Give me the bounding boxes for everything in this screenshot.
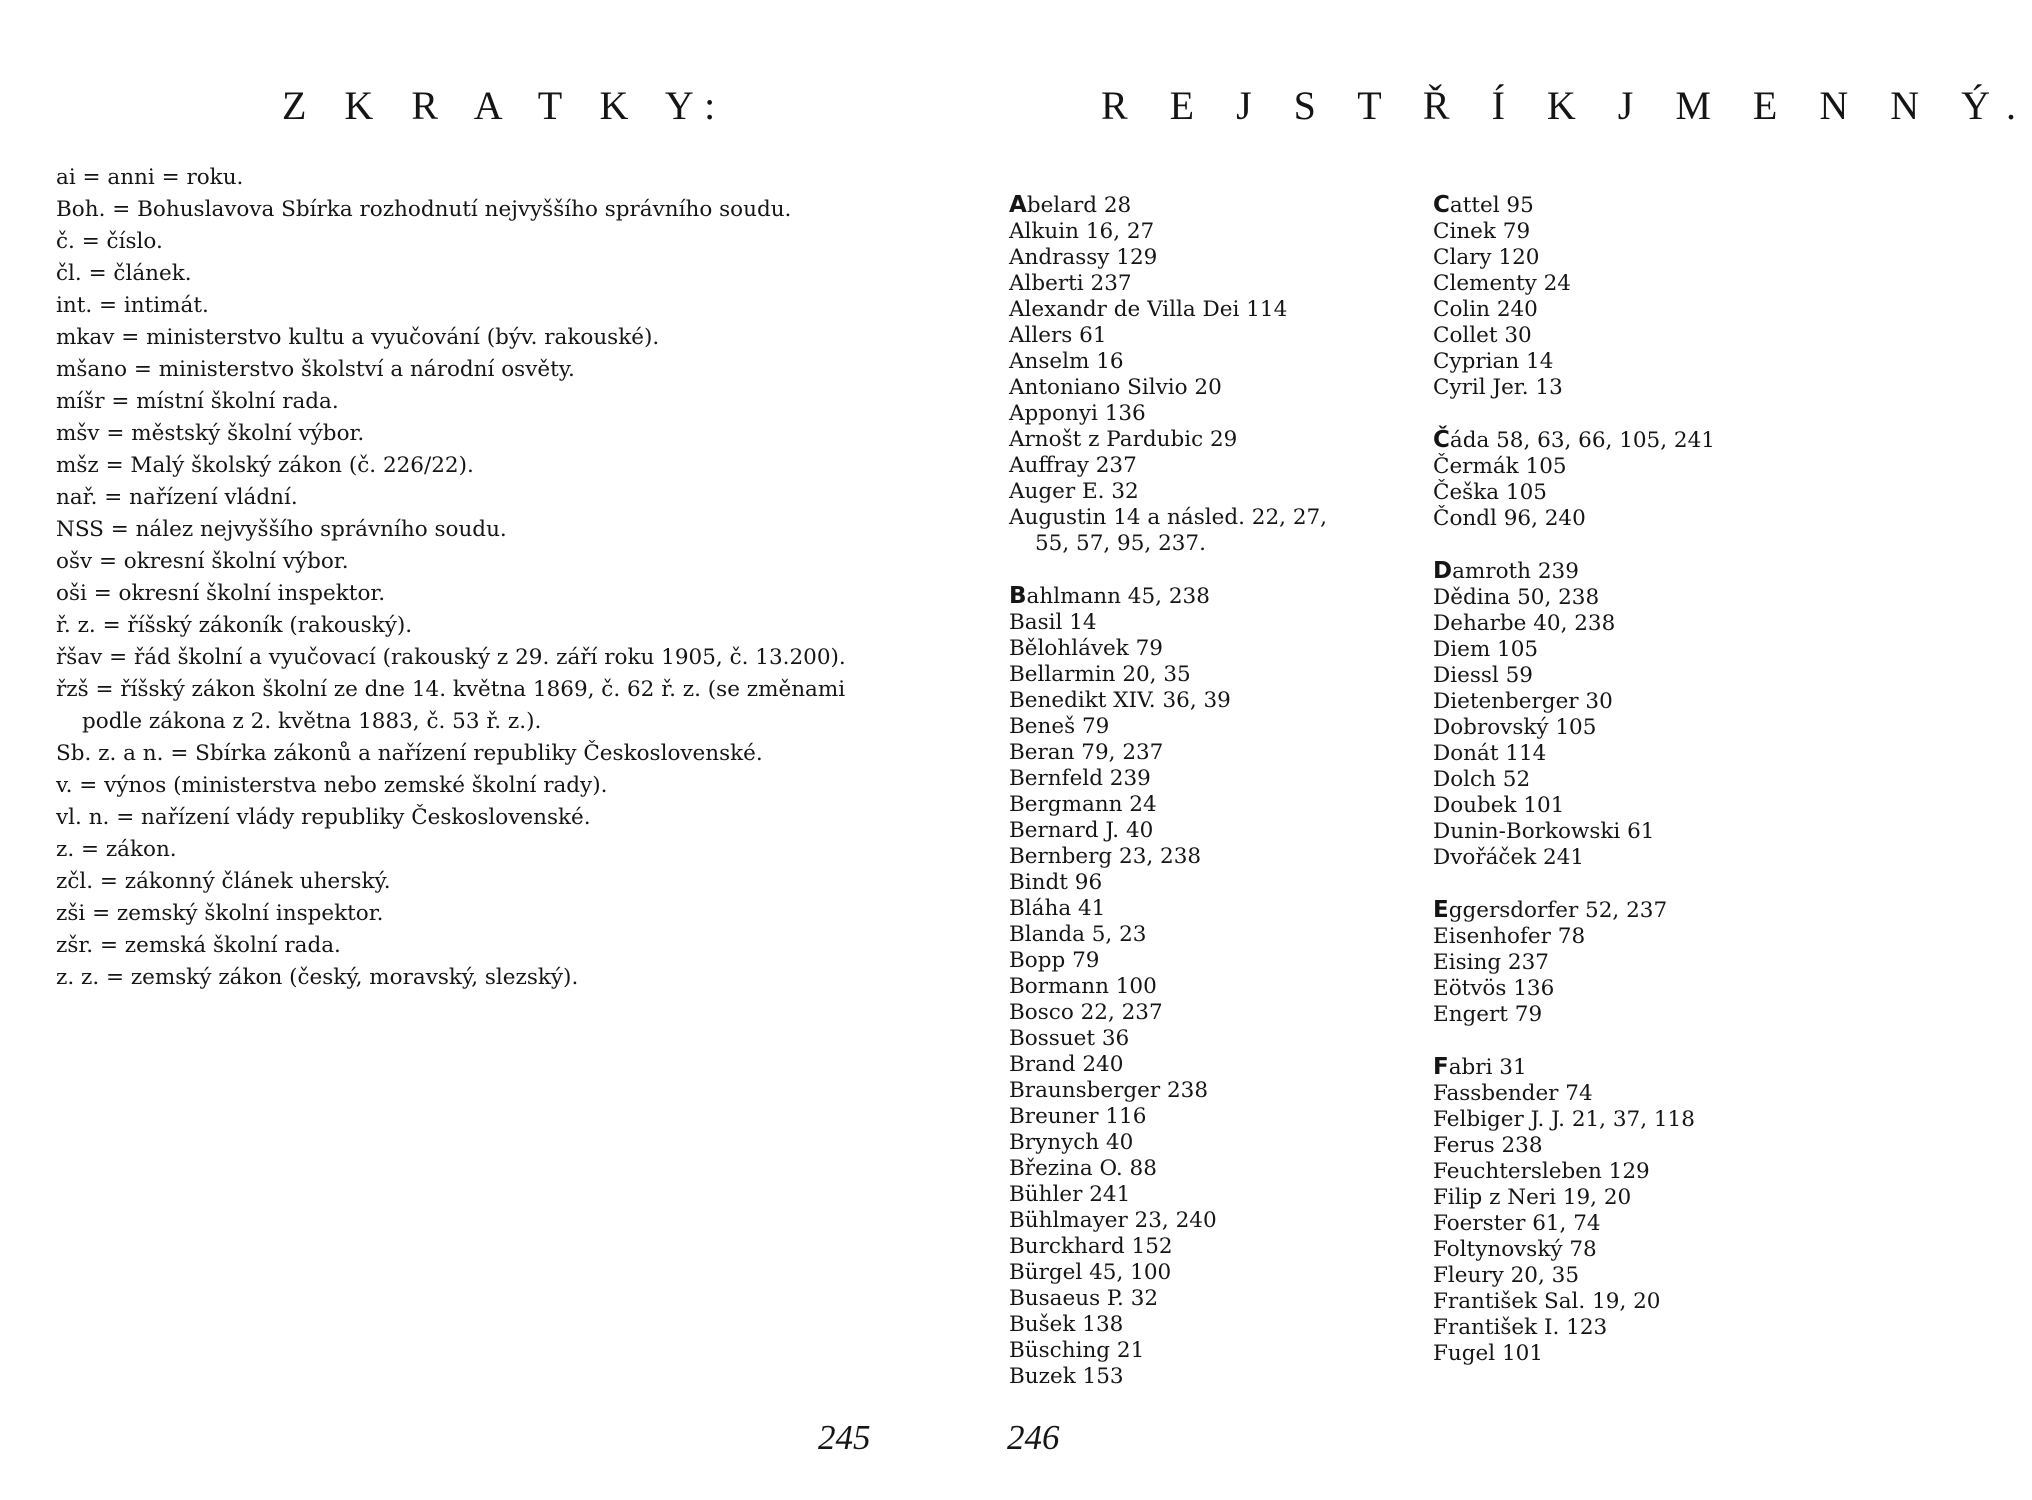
index-entry [1009, 1130, 1339, 1156]
index-entry [1433, 585, 1803, 611]
abbreviation-entry: řšav = řád školní a vyučovací (rakouský z 29. září roku 1905, č. 13.200). [56, 645, 846, 670]
index-entry [1433, 271, 1803, 297]
index-entry [1433, 192, 1803, 219]
index-entry [1433, 1289, 1803, 1315]
index-entry-text: Češka 105 [1433, 480, 1547, 505]
abbreviation-entry: Sb. z. a n. = Sbírka zákonů a nařízení republiky Československé. [56, 741, 763, 766]
page-number: 245 [818, 1418, 871, 1457]
index-entry-text: Beneš 79 [1009, 714, 1110, 739]
index-entry [1009, 636, 1339, 662]
index-entry-text: Donát 114 [1433, 741, 1547, 766]
index-entry [1009, 479, 1339, 505]
index-entry-text: Dobrovský 105 [1433, 715, 1597, 740]
index-entry-text: Bellarmin 20, 35 [1009, 662, 1191, 687]
index-entry-text: Felbiger J. J. 21, 37, 118 [1433, 1107, 1695, 1132]
index-initial-letter: Č [1433, 427, 1450, 453]
index-entry [1433, 689, 1803, 715]
index-entry-text: Doubek 101 [1433, 793, 1565, 818]
index-entry [1433, 1107, 1803, 1133]
abbreviation-entry: zši = zemský školní inspektor. [56, 901, 384, 926]
index-entry [1433, 219, 1803, 245]
index-entry [1009, 1026, 1339, 1052]
index-column-2 [1433, 192, 1803, 1393]
index-entry-text: Feuchtersleben 129 [1433, 1159, 1650, 1184]
index-entry-text: áda 58, 63, 66, 105, 241 [1449, 428, 1715, 453]
abbreviation-entry: ošv = okresní školní výbor. [56, 549, 349, 574]
index-entry-text: Ferus 238 [1433, 1133, 1543, 1158]
index-entry [1009, 662, 1339, 688]
abbreviation-entry: čl. = článek. [56, 261, 192, 286]
index-entry [1433, 297, 1803, 323]
index-entry [1433, 819, 1803, 845]
abbreviation-entry: int. = intimát. [56, 293, 209, 318]
index-entry-text: Clary 120 [1433, 245, 1540, 270]
index-entry-text: Benedikt XIV. 36, 39 [1009, 688, 1231, 713]
index-entry [1009, 219, 1339, 245]
abbreviation-entry: č. = číslo. [56, 229, 163, 254]
index-entry [1433, 767, 1803, 793]
index-initial-letter: C [1433, 192, 1450, 218]
index-entry-text: Busaeus P. 32 [1009, 1286, 1159, 1311]
letter-group [1433, 427, 1803, 532]
index-initial-letter: D [1433, 558, 1453, 584]
index-entry [1009, 974, 1339, 1000]
index-initial-letter: F [1433, 1054, 1449, 1080]
index-entry-text: amroth 239 [1452, 559, 1579, 584]
index-entry-text: Bláha 41 [1009, 896, 1106, 921]
index-entry-text: Bergmann 24 [1009, 792, 1157, 817]
index-entry-text: Dvořáček 241 [1433, 845, 1585, 870]
index-entry [1009, 1260, 1339, 1286]
index-entry-text: Auger E. 32 [1009, 479, 1139, 504]
left-page [0, 0, 915, 1500]
index-entry [1009, 453, 1339, 479]
index-entry-text: attel 95 [1449, 193, 1534, 218]
index-entry-text: Fassbender 74 [1433, 1081, 1593, 1106]
index-entry [1433, 950, 1803, 976]
index-entry [1009, 610, 1339, 636]
index-entry [1009, 323, 1339, 349]
index-entry [1009, 948, 1339, 974]
abbreviation-entry: mšano = ministerstvo školství a národní osvěty. [56, 357, 575, 382]
index-entry [1009, 1364, 1339, 1390]
index-entry-text: Bernard J. 40 [1009, 818, 1154, 843]
index-entry [1009, 714, 1339, 740]
index-entry [1009, 1156, 1339, 1182]
index-entry-text: Diem 105 [1433, 637, 1539, 662]
index-entry-text: Bernfeld 239 [1009, 766, 1151, 791]
letter-group [1009, 192, 1339, 557]
letter-group [1433, 897, 1803, 1028]
index-entry-text: Clementy 24 [1433, 271, 1571, 296]
abbreviation-entry: mkav = ministerstvo kultu a vyučování (býv. rakouské). [56, 325, 660, 350]
index-entry [1009, 349, 1339, 375]
index-entry-text: Cyprian 14 [1433, 349, 1554, 374]
index-entry [1433, 1263, 1803, 1289]
index-entry-text: Braunsberger 238 [1009, 1078, 1209, 1103]
index-entry [1433, 1081, 1803, 1107]
index-entry-text: František I. 123 [1433, 1315, 1608, 1340]
index-entry-text: Augustin 14 a násled. 22, 27, 55, 57, 95, 237. [1009, 505, 1328, 556]
index-entry [1009, 1000, 1339, 1026]
index-entry [1009, 375, 1339, 401]
index-entry [1433, 375, 1803, 401]
letter-group [1433, 558, 1803, 871]
index-entry-text: Apponyi 136 [1009, 401, 1146, 426]
index-entry-text: Antoniano Silvio 20 [1009, 375, 1222, 400]
index-entry-text: Alberti 237 [1009, 271, 1132, 296]
index-entry-text: Engert 79 [1433, 1002, 1543, 1027]
page-number: 246 [1007, 1418, 1060, 1457]
index-entry-text: Burckhard 152 [1009, 1234, 1173, 1259]
index-entry-text: Dolch 52 [1433, 767, 1531, 792]
index-entry-text: Alexandr de Villa Dei 114 [1009, 297, 1288, 322]
index-entry-text: Bormann 100 [1009, 974, 1157, 999]
index-entry-text: Bühler 241 [1009, 1182, 1131, 1207]
index-entry [1009, 844, 1339, 870]
index-initial-letter: E [1433, 897, 1449, 923]
index-entry [1433, 480, 1803, 506]
index-entry-text: Eisenhofer 78 [1433, 924, 1586, 949]
index-entry [1433, 793, 1803, 819]
index-entry [1433, 1341, 1803, 1367]
index-entry-text: Dědina 50, 238 [1433, 585, 1600, 610]
index-entry [1009, 1208, 1339, 1234]
index-entry-text: Dietenberger 30 [1433, 689, 1613, 714]
index-entry-text: Fleury 20, 35 [1433, 1263, 1580, 1288]
index-entry [1433, 1237, 1803, 1263]
index-entry [1009, 505, 1339, 557]
abbreviation-entry: nař. = nařízení vládní. [56, 485, 298, 510]
index-entry-text: František Sal. 19, 20 [1433, 1289, 1661, 1314]
index-entry [1009, 766, 1339, 792]
index-entry-text: Bopp 79 [1009, 948, 1100, 973]
index-entry [1433, 741, 1803, 767]
index-entry [1433, 1185, 1803, 1211]
index-entry [1009, 740, 1339, 766]
abbreviation-entry: zšr. = zemská školní rada. [56, 933, 341, 958]
index-entry-text: Bělohlávek 79 [1009, 636, 1163, 661]
index-entry [1009, 245, 1339, 271]
index-entry-text: Bosco 22, 237 [1009, 1000, 1163, 1025]
index-entry [1009, 922, 1339, 948]
index-entry [1433, 897, 1803, 924]
index-entry [1433, 506, 1803, 532]
index-entry [1433, 349, 1803, 375]
index-entry [1009, 688, 1339, 714]
index-entry-text: Collet 30 [1433, 323, 1532, 348]
index-entry-text: Čondl 96, 240 [1433, 506, 1586, 531]
index-entry [1433, 637, 1803, 663]
index-entry-text: Foerster 61, 74 [1433, 1211, 1601, 1236]
abbreviation-entry: vl. n. = nařízení vlády republiky Československé. [56, 805, 591, 830]
index-entry [1009, 870, 1339, 896]
index-entry [1433, 1002, 1803, 1028]
index-entry-text: Dunin-Borkowski 61 [1433, 819, 1655, 844]
index-entry [1009, 1338, 1339, 1364]
index-entry [1433, 611, 1803, 637]
index-entry [1009, 1312, 1339, 1338]
index-entry [1433, 715, 1803, 741]
index-entry-text: Bürgel 45, 100 [1009, 1260, 1172, 1285]
index-entry-text: Beran 79, 237 [1009, 740, 1164, 765]
letter-group [1009, 583, 1339, 1390]
abbreviation-entry: ř. z. = říšský zákoník (rakouský). [56, 613, 413, 638]
index-entry [1009, 896, 1339, 922]
index-entry-text: abri 31 [1448, 1055, 1527, 1080]
index-entry-text: Colin 240 [1433, 297, 1538, 322]
index-entry-text: Foltynovský 78 [1433, 1237, 1597, 1262]
index-entry-text: Eötvös 136 [1433, 976, 1555, 1001]
abbreviation-entry: ai = anni = roku. [56, 165, 244, 190]
index-entry [1433, 1211, 1803, 1237]
index-entry-text: Cyril Jer. 13 [1433, 375, 1563, 400]
index-entry-text: Fugel 101 [1433, 1341, 1543, 1366]
index-entry [1433, 323, 1803, 349]
index-entry-text: Bernberg 23, 238 [1009, 844, 1202, 869]
index-entry-text: Allers 61 [1009, 323, 1107, 348]
index-entry-text: Alkuin 16, 27 [1009, 219, 1155, 244]
index-entry [1009, 427, 1339, 453]
index-entry [1009, 1052, 1339, 1078]
abbreviation-entry: z. = zákon. [56, 837, 177, 862]
right-page [915, 0, 2032, 1500]
index-entry [1433, 845, 1803, 871]
index-initial-letter: A [1009, 192, 1027, 218]
index-entry [1009, 792, 1339, 818]
abbreviation-entry: mšv = městský školní výbor. [56, 421, 365, 446]
index-entry [1433, 1054, 1803, 1081]
index-entry-text: Anselm 16 [1009, 349, 1124, 374]
index-entry-text: Bühlmayer 23, 240 [1009, 1208, 1217, 1233]
name-index-heading: R E J S T Ř Í K J M E N N Ý. [1101, 83, 2032, 128]
index-entry-text: Diessl 59 [1433, 663, 1533, 688]
index-entry [1433, 558, 1803, 585]
index-entry-text: ggersdorfer 52, 237 [1448, 898, 1668, 923]
index-entry-text: Brynych 40 [1009, 1130, 1134, 1155]
letter-group [1433, 1054, 1803, 1367]
index-entry-text: Eising 237 [1433, 950, 1549, 975]
index-entry-text: Auffray 237 [1009, 453, 1137, 478]
index-entry-text: Breuner 116 [1009, 1104, 1147, 1129]
abbreviation-entry: mšz = Malý školský zákon (č. 226/22). [56, 453, 474, 478]
index-column-1 [1009, 192, 1339, 1416]
index-entry [1009, 297, 1339, 323]
index-entry-text: Deharbe 40, 238 [1433, 611, 1616, 636]
index-entry [1433, 454, 1803, 480]
index-entry-text: Bušek 138 [1009, 1312, 1124, 1337]
abbreviation-entry: z. z. = zemský zákon (český, moravský, slezský). [56, 965, 579, 990]
abbreviation-entry: oši = okresní školní inspektor. [56, 581, 386, 606]
index-entry [1009, 818, 1339, 844]
abbreviation-entry: řzš = říšský zákon školní ze dne 14. května 1869, č. 62 ř. z. (se změnami podle zákona z 2. května 1883, č. 53 ř. z.). [56, 677, 846, 734]
abbreviation-entry: v. = výnos (ministerstva nebo zemské školní rady). [56, 773, 608, 798]
index-entry [1433, 663, 1803, 689]
index-entry [1433, 924, 1803, 950]
index-entry-text: belard 28 [1026, 193, 1132, 218]
index-entry-text: Buzek 153 [1009, 1364, 1124, 1389]
abbreviation-entry: zčl. = zákonný článek uherský. [56, 869, 391, 894]
index-entry-text: Bindt 96 [1009, 870, 1103, 895]
abbreviations-heading: Z K R A T K Y: [282, 83, 730, 128]
index-entry-text: Blanda 5, 23 [1009, 922, 1147, 947]
index-entry [1009, 1104, 1339, 1130]
index-entry-text: Büsching 21 [1009, 1338, 1145, 1363]
index-entry [1433, 976, 1803, 1002]
index-entry [1009, 192, 1339, 219]
index-entry [1009, 271, 1339, 297]
letter-group [1433, 192, 1803, 401]
index-entry-text: Basil 14 [1009, 610, 1097, 635]
index-entry-text: Brand 240 [1009, 1052, 1124, 1077]
index-entry [1433, 1159, 1803, 1185]
index-entry-text: Andrassy 129 [1009, 245, 1158, 270]
index-entry-text: Arnošt z Pardubic 29 [1009, 427, 1238, 452]
index-entry [1009, 1078, 1339, 1104]
abbreviations-list [56, 162, 876, 994]
index-entry [1433, 427, 1803, 454]
index-entry [1009, 583, 1339, 610]
index-entry-text: ahlmann 45, 238 [1026, 584, 1210, 609]
index-entry-text: Bossuet 36 [1009, 1026, 1130, 1051]
index-entry [1433, 1315, 1803, 1341]
index-entry [1009, 1234, 1339, 1260]
index-entry-text: Cinek 79 [1433, 219, 1531, 244]
index-entry-text: Čermák 105 [1433, 454, 1567, 479]
index-entry-text: Březina O. 88 [1009, 1156, 1157, 1181]
index-entry [1009, 1182, 1339, 1208]
abbreviation-entry: Boh. = Bohuslavova Sbírka rozhodnutí nejvyššího správního soudu. [56, 197, 792, 222]
abbreviation-entry: NSS = nález nejvyššího správního soudu. [56, 517, 507, 542]
index-entry [1009, 1286, 1339, 1312]
index-initial-letter: B [1009, 583, 1027, 609]
index-entry [1009, 401, 1339, 427]
index-entry [1433, 1133, 1803, 1159]
index-entry-text: Filip z Neri 19, 20 [1433, 1185, 1632, 1210]
index-entry [1433, 245, 1803, 271]
abbreviation-entry: míšr = místní školní rada. [56, 389, 339, 414]
